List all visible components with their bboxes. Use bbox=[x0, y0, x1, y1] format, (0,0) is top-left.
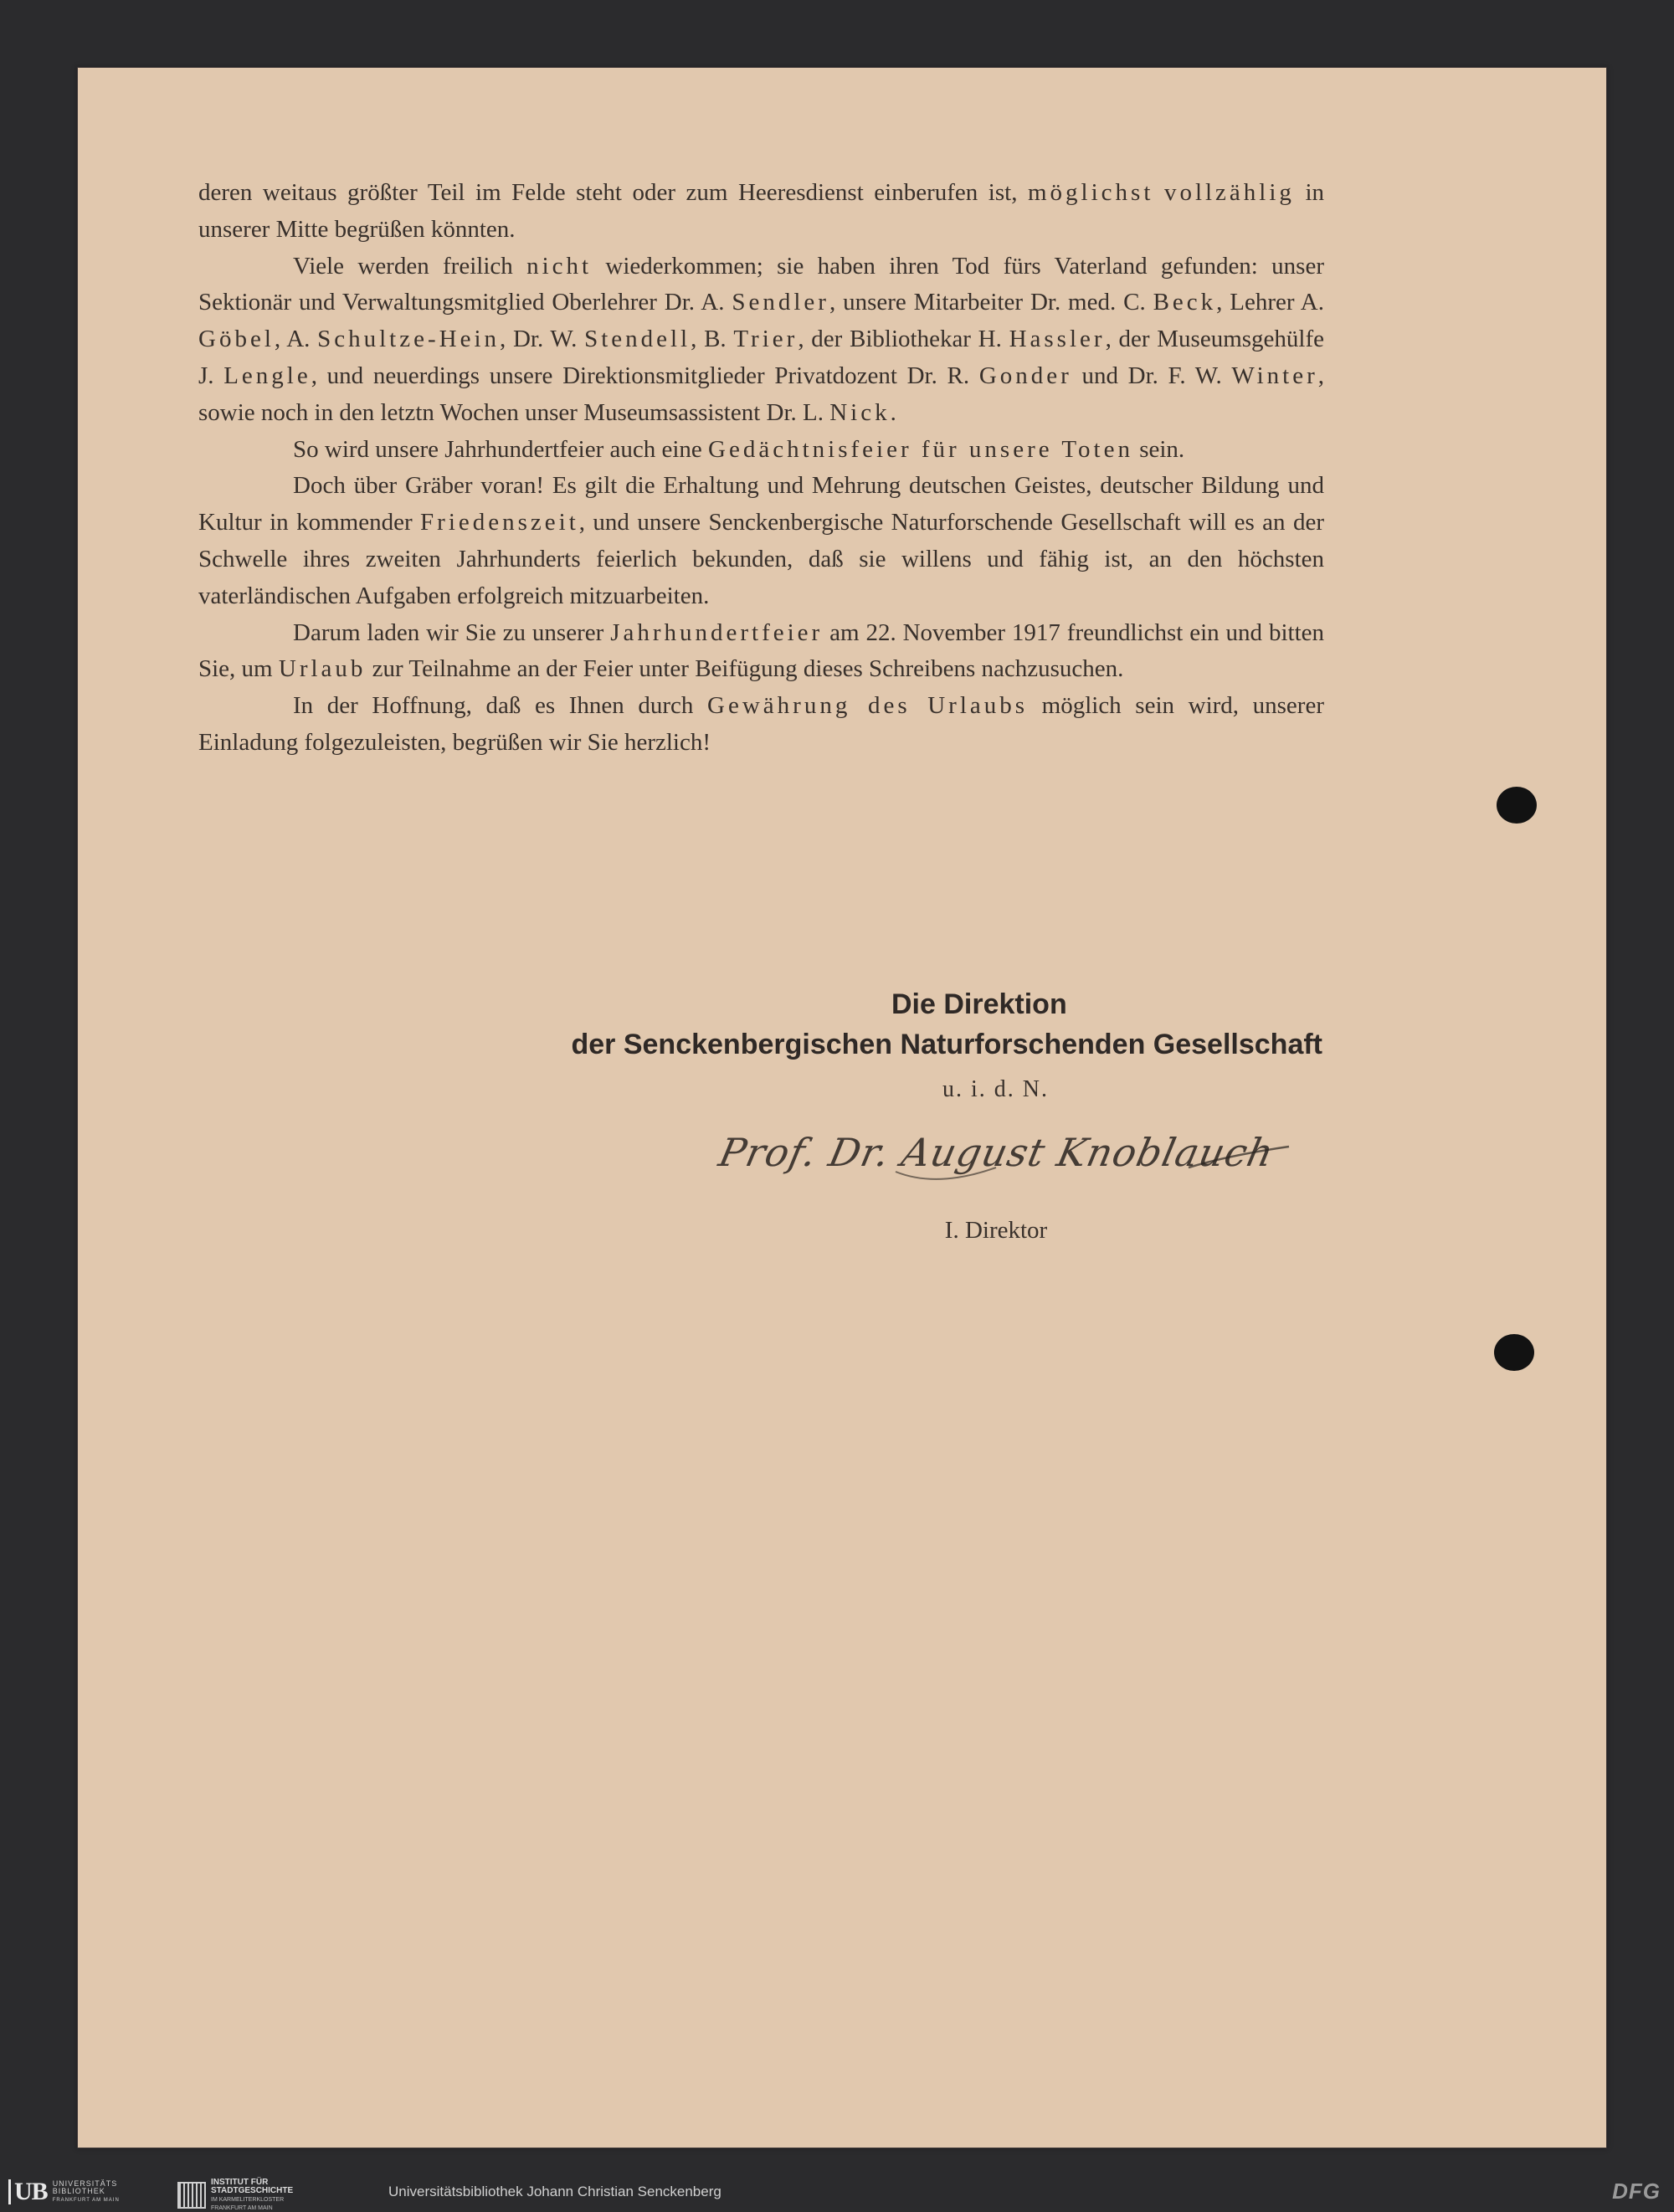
paragraph-text: Darum laden wir Sie zu unserer bbox=[293, 618, 611, 646]
paragraph-text: und Dr. F. W. bbox=[1071, 362, 1232, 389]
footer-bar bbox=[0, 2174, 1674, 2209]
letter-paragraph bbox=[198, 249, 1324, 432]
spaced-text: Schultze-Hein bbox=[317, 326, 501, 353]
paragraph-text: , Lehrer A. bbox=[1216, 289, 1324, 316]
ub-name-line: FRANKFURT AM MAIN bbox=[52, 2197, 120, 2203]
spaced-text: Jahrhundertfeier bbox=[610, 618, 824, 646]
paragraph-text: am 22. November 1917 freundlichst ein und bitten Sie, um bbox=[198, 618, 1324, 683]
spaced-text: Gedächtnisfeier für unsere Toten bbox=[708, 435, 1133, 463]
spaced-text: Sendler bbox=[732, 289, 829, 316]
spaced-text: Lengle bbox=[223, 362, 311, 389]
letter-body bbox=[198, 175, 1324, 762]
paragraph-text: . bbox=[890, 398, 896, 426]
paragraph-text: , sowie noch in den letztn Wochen unser Museumsassistent Dr. L. bbox=[198, 362, 1324, 426]
paragraph-text: , und neuerdings unsere Direktionsmitglieder Privatdozent Dr. R. bbox=[311, 362, 979, 389]
spaced-text: Trier bbox=[733, 326, 798, 353]
letter-paragraph bbox=[198, 432, 1324, 469]
letter-paragraph bbox=[198, 688, 1324, 762]
spaced-text: Winter bbox=[1231, 362, 1318, 389]
closing-line-2: der Senckenbergischen Naturforschenden Gesellschaft bbox=[571, 1029, 1322, 1060]
paragraph-text: sein. bbox=[1132, 435, 1185, 463]
paragraph-text: deren weitaus größter Teil im Felde steht oder zum Heeresdienst einberufen ist, bbox=[198, 179, 1028, 206]
spaced-text: nicht bbox=[526, 252, 593, 280]
paragraph-text: , der Museumsgehülfe J. bbox=[198, 326, 1324, 389]
spaced-text: Gewährung des Urlaubs bbox=[707, 692, 1029, 720]
spaced-text: Friedenszeit bbox=[420, 509, 579, 536]
paragraph-text: wiederkommen; sie haben ihren Tod fürs Vaterland gefunden: unser Sektionär und Verwaltungsmitglied Oberlehrer Dr. A. bbox=[198, 252, 1324, 316]
paragraph-text: In der Hoffnung, daß es Ihnen durch bbox=[293, 692, 708, 720]
ub-name bbox=[53, 2180, 120, 2204]
spaced-text: Hassler bbox=[1009, 326, 1106, 353]
dfg-logo: DFG bbox=[1612, 2179, 1661, 2204]
paragraph-text: möglich sein wird, unserer Einladung folgezuleisten, begrüßen wir Sie herzlich! bbox=[198, 692, 1324, 756]
paragraph-text: in unserer Mitte begrüßen könnten. bbox=[198, 179, 1325, 243]
paragraph-text: Doch über Gräber voran! Es gilt die Erhaltung und Mehrung deutschen Geistes, deutscher Bildung und Kultur in kommender bbox=[198, 472, 1324, 536]
paragraph-text: , unsere Mitarbeiter Dr. med. C. bbox=[829, 289, 1153, 316]
isg-name-line: STADTGESCHICHTE bbox=[211, 2186, 294, 2195]
paragraph-text: Viele werden freilich bbox=[293, 252, 527, 280]
ub-name-line: BIBLIOTHEK bbox=[52, 2186, 105, 2195]
ub-mark: UB bbox=[8, 2179, 48, 2204]
spaced-text: Göbel bbox=[198, 326, 275, 353]
paragraph-text bbox=[1153, 179, 1164, 206]
isg-mark-icon bbox=[177, 2182, 206, 2209]
paragraph-text: , und unsere Senckenbergische Naturforschende Gesellschaft will es an der Schwelle ihres zweiten Jahrhunderts feierlich bekunden, daß sie willens und fähig ist, an den höchsten vaterländischen Aufgaben erfolgreich mitzuarbeiten. bbox=[198, 509, 1324, 609]
isg-sub-line: FRANKFURT AM MAIN bbox=[211, 2205, 273, 2211]
signature-flourish bbox=[720, 1121, 1306, 1222]
ub-logo bbox=[8, 2179, 120, 2205]
isg-name-line: INSTITUT FÜR bbox=[211, 2178, 269, 2187]
spaced-text: Nick bbox=[829, 398, 891, 426]
punch-hole bbox=[1497, 787, 1537, 824]
letter-paragraph bbox=[198, 468, 1324, 614]
spaced-text: möglichst bbox=[1028, 179, 1154, 206]
paragraph-text: , A. bbox=[274, 326, 318, 353]
closing-uidn: u. i. d. N. bbox=[942, 1076, 1049, 1102]
letter-paragraph bbox=[198, 615, 1324, 689]
spaced-text: Stendell bbox=[584, 326, 691, 353]
paragraph-text: , Dr. W. bbox=[500, 326, 585, 353]
letter-paragraph bbox=[198, 175, 1324, 249]
spaced-text: Beck bbox=[1153, 289, 1217, 316]
closing-line-1: Die Direktion bbox=[891, 988, 1067, 1020]
spaced-text: vollzählig bbox=[1163, 179, 1295, 206]
signature-text: Prof. Dr. August Knoblauch bbox=[715, 1130, 1278, 1175]
paragraph-text: , der Bibliothekar H. bbox=[798, 326, 1009, 353]
isg-sub-line: IM KARMELITERKLOSTER bbox=[211, 2197, 285, 2203]
ub-name-line: UNIVERSITÄTS bbox=[52, 2179, 118, 2188]
isg-name bbox=[211, 2179, 293, 2212]
paragraph-text: , B. bbox=[691, 326, 734, 353]
closing-block bbox=[502, 984, 1322, 1103]
spaced-text: Gonder bbox=[978, 362, 1072, 389]
punch-hole bbox=[1494, 1334, 1534, 1371]
director-title: I. Direktor bbox=[944, 1217, 1048, 1244]
handwritten-signature bbox=[715, 1121, 1306, 1222]
spaced-text: Urlaub bbox=[278, 655, 367, 683]
library-name: Universitätsbibliothek Johann Christian Senckenberg bbox=[388, 2184, 721, 2199]
isg-logo bbox=[177, 2179, 293, 2212]
paragraph-text: So wird unsere Jahrhundertfeier auch eine bbox=[293, 435, 709, 463]
paragraph-text: zur Teilnahme an der Feier unter Beifügung dieses Schreibens nachzusuchen. bbox=[366, 655, 1124, 683]
